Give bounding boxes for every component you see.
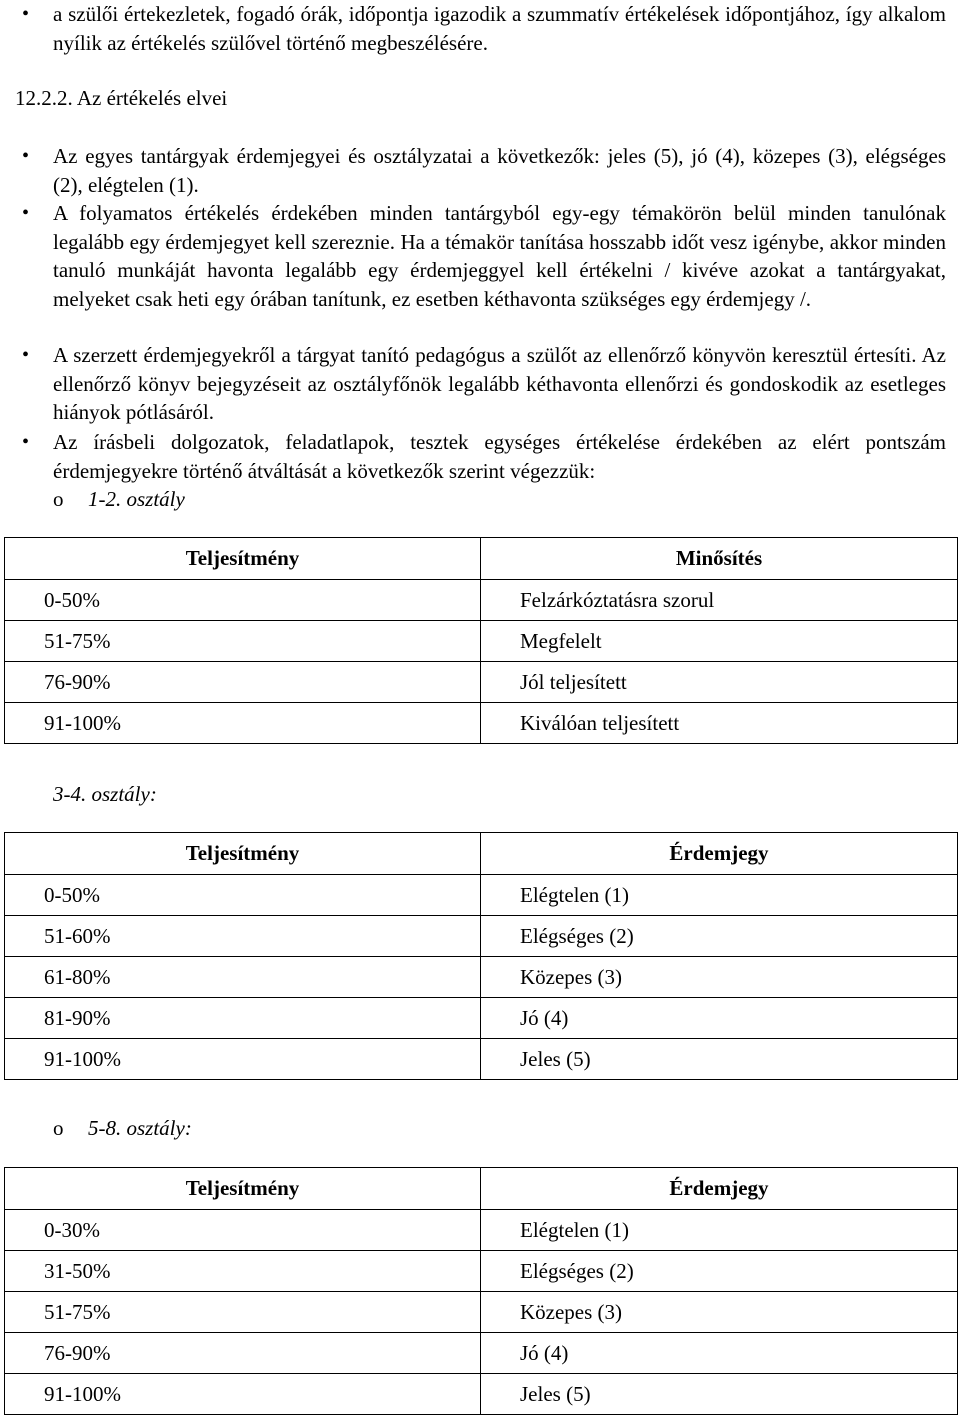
bullet-grades: • Az egyes tantárgyak érdemjegyei és osztályzatai a következők: jeles (5), jó (4), közepes (3), elégséges (2), elégtelen (1). [53,142,946,199]
table-row [5,1292,958,1333]
percent-cell: 91-100% [5,703,481,744]
table-row [5,703,958,744]
table-row [5,1333,958,1374]
rating-cell: Megfelelt [481,621,958,662]
column-header-performance: Teljesítmény [5,1168,481,1210]
percent-cell: 76-90% [5,662,481,703]
percent-cell: 31-50% [5,1251,481,1292]
table-row [5,580,958,621]
subheading-grade-3-4 [53,780,157,809]
column-header-rating: Minősítés [481,538,958,580]
grade-cell: Elégséges (2) [481,1251,958,1292]
table-header-row [5,1168,958,1210]
column-header-performance: Teljesítmény [5,833,481,875]
column-header-performance: Teljesítmény [5,538,481,580]
table-row [5,662,958,703]
percent-cell: 51-75% [5,1292,481,1333]
table-row [5,1039,958,1080]
grade-cell: Jeles (5) [481,1374,958,1415]
grade-cell: Elégtelen (1) [481,875,958,916]
grade-cell: Jeles (5) [481,1039,958,1080]
column-header-grade: Érdemjegy [481,833,958,875]
percent-cell: 81-90% [5,998,481,1039]
grade-table-5-8 [4,1167,958,1415]
grade-cell: Elégséges (2) [481,916,958,957]
column-header-grade: Érdemjegy [481,1168,958,1210]
grade-cell: Jó (4) [481,998,958,1039]
percent-cell: 51-75% [5,621,481,662]
rating-cell: Felzárkóztatásra szorul [481,580,958,621]
grade-table-3-4 [4,832,958,1080]
subheading-grade-1-2 [53,485,185,514]
percent-cell: 91-100% [5,1374,481,1415]
intro-bullet: • a szülői értekezletek, fogadó órák, időpontja igazodik a szummatív értékelések időpontjához, így alkalom nyílik az értékelés szülővel történő megbeszélésére. [53,0,946,57]
section-number: 12.2.2. [15,86,73,110]
table-row [5,957,958,998]
grade-cell: Közepes (3) [481,1292,958,1333]
subheading-grade-5-8 [53,1114,192,1143]
percent-cell: 76-90% [5,1333,481,1374]
grade-table-1-2 [4,537,958,744]
bullet-written-tests: • Az írásbeli dolgozatok, feladatlapok, tesztek egységes értékelése érdekében az elért pontszám érdemjegyekre történő átváltását a következők szerint végezzük: [53,428,946,485]
percent-cell: 0-50% [5,580,481,621]
table-row [5,916,958,957]
percent-cell: 0-30% [5,1210,481,1251]
table-header-row [5,833,958,875]
grade-cell: Közepes (3) [481,957,958,998]
table-row [5,1210,958,1251]
table-row [5,998,958,1039]
table-row [5,875,958,916]
rating-cell: Jól teljesített [481,662,958,703]
subheading-text: 1-2. osztály [88,487,185,511]
list-marker: o [53,487,64,511]
percent-cell: 61-80% [5,957,481,998]
rating-cell: Kiválóan teljesített [481,703,958,744]
grade-cell: Jó (4) [481,1333,958,1374]
percent-cell: 91-100% [5,1039,481,1080]
table-row [5,621,958,662]
table-row [5,1374,958,1415]
subheading-text: 3-4. osztály: [53,782,157,806]
list-marker: o [53,1116,64,1140]
subheading-text: 5-8. osztály: [88,1116,192,1140]
bullet-parent-notification: • A szerzett érdemjegyekről a tárgyat tanító pedagógus a szülőt az ellenőrző könyvön keresztül értesíti. Az ellenőrző könyv bejegyzéseit az osztályfőnök legalább kéthavonta ellenőrzi és gondoskodik az esetleges hiányok pótlásáról. [53,341,946,427]
bullet-continuous-assessment: • A folyamatos értékelés érdekében minden tantárgyból egy-egy témakörön belül minden tanulónak legalább egy érdemjegyet kell szereznie. Ha a témakör tanítása hosszabb időt vesz igénybe, akkor minden tanuló munkáját havonta legalább egy érdemjeggyel kell értékelni / kivéve azokat a tantárgyakat, melyeket csak heti egy órában tanítunk, ez esetben kéthavonta szükséges egy érdemjegy /. [53,199,946,313]
percent-cell: 0-50% [5,875,481,916]
section-title: Az értékelés elvei [76,86,228,110]
table-header-row [5,538,958,580]
table-row [5,1251,958,1292]
percent-cell: 51-60% [5,916,481,957]
grade-cell: Elégtelen (1) [481,1210,958,1251]
section-heading [15,84,227,113]
